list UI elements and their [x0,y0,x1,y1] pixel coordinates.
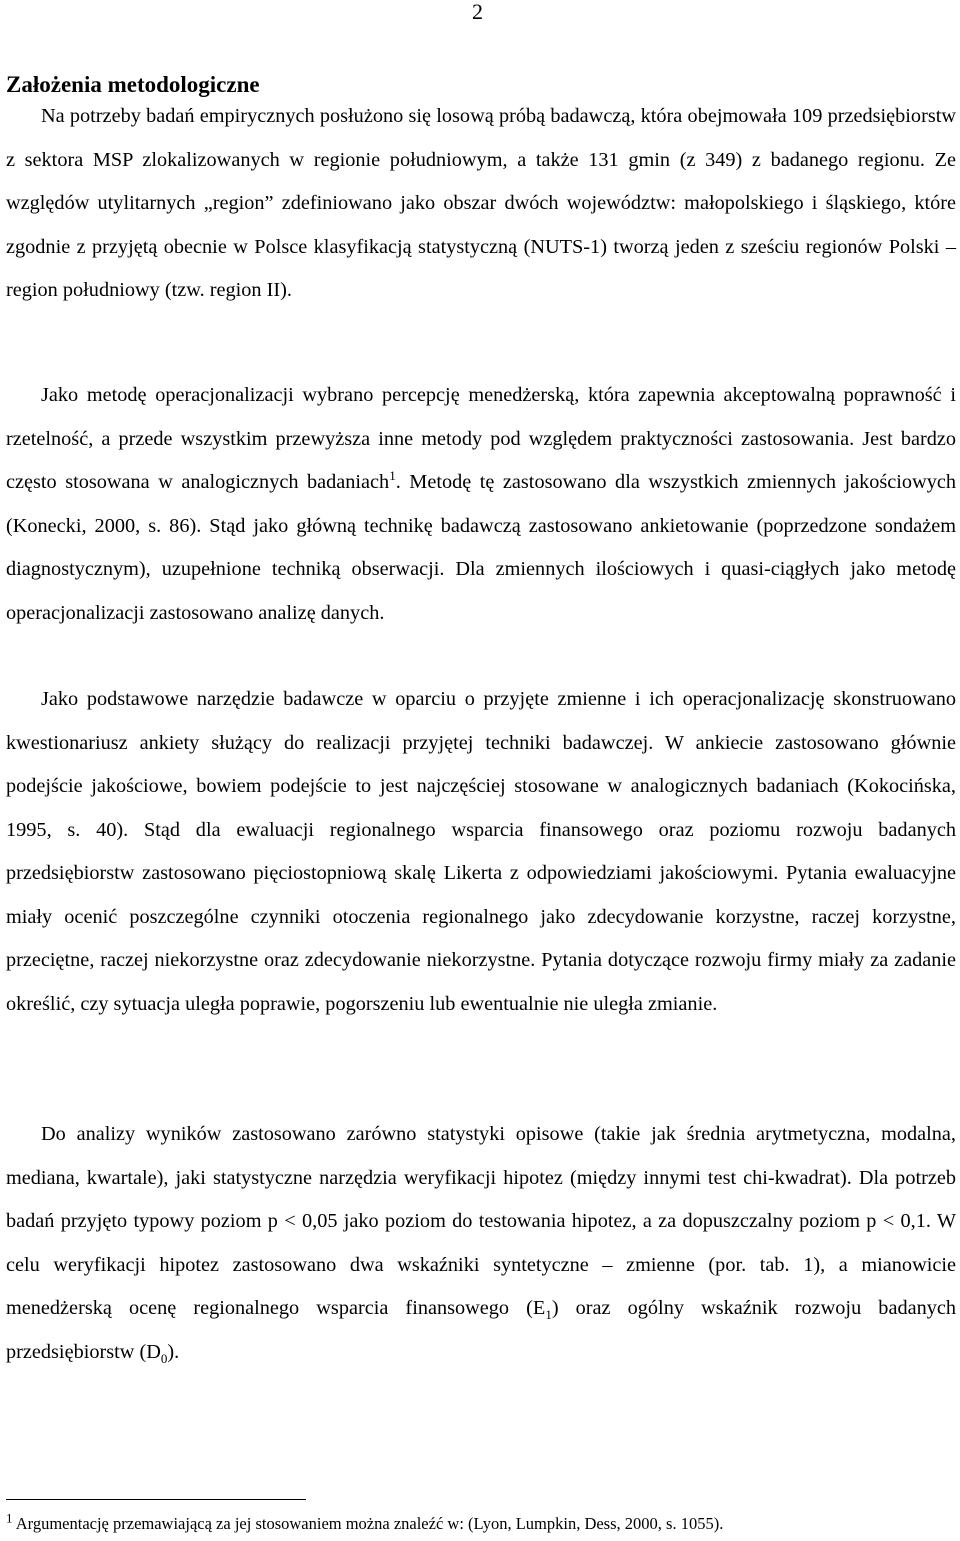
subscript: 1 [545,1307,552,1323]
section-heading: Założenia metodologiczne [6,72,260,97]
paragraph-text: Do analizy wyników zastosowano zarówno statystyki opisowe (takie jak średnia arytmetyczna, modalna, mediana, kwartale), jaki statystyczne narzędzia weryfikacji hipotez (między innymi test chi-kwadrat). Dla potrzeb badań przyjęto typowy poziom p < 0,05 jako poziom do testowania hipotez, a za dopuszczalny poziom p < 0,1. W celu weryfikacji hipotez zastosowano dwa wskaźniki syntetyczne – zmienne (por. tab. 1), a mianowicie menedżerską ocenę regionalnego wsparcia finansowego (E [6,1123,956,1319]
paragraph-text: Na potrzeby badań empirycznych posłużono się losową próbą badawczą, która obejmowała 109 przedsiębiorstw z sektora MSP zlokalizowanych w regionie południowym, a także 131 gmin (z 349) z badanego regionu. Ze względów utylitarnych „region” zdefiniowano jako obszar dwóch województw: małopolskiego i śląskiego, które zgodnie z przyjętą obecnie w Polsce klasyfikacją statystyczną (NUTS-1) tworzą jeden z sześciu regionów Polski – region południowy (tzw. region II). [6,105,956,301]
paragraph-text: ). [167,1340,180,1363]
paragraph-sample [6,95,956,313]
footnote-marker: 1 [6,1510,13,1526]
paragraph-method [6,374,956,635]
page-number: 2 [472,0,483,24]
paragraph-analysis [6,1113,956,1374]
footnote-reference: 1 [389,468,396,484]
subscript: 0 [160,1350,168,1366]
paragraph-text: . Metodę tę zastosowano dla wszystkich zmiennych jakościowych (Konecki, 2000, s. 86). Stąd jako główną technikę badawczą zastosowano ankietowanie (poprzedzone sondażem diagnostycznym), uzupełnione techniką obserwacji. Dla zmiennych ilościowych i quasi-ciągłych jako metodę operacjonalizacji zastosowano analizę danych. [6,471,957,624]
paragraph-text: Jako podstawowe narzędzie badawcze w oparciu o przyjęte zmienne i ich operacjonalizację skonstruowano kwestionariusz ankiety służący do realizacji przyjętej techniki badawczej. W ankiecie zastosowano głównie podejście jakościowe, bowiem podejście to jest najczęściej stosowane w analogicznych badaniach (Kokocińska, 1995, s. 40). Stąd dla ewaluacji regionalnego wsparcia finansowego oraz poziomu rozwoju badanych przedsiębiorstw zastosowano pięciostopniową skalę Likerta z odpowiedziami jakościowymi. Pytania ewaluacyjne miały ocenić poszczególne czynniki otoczenia regionalnego jako zdecydowanie korzystne, raczej korzystne, przeciętne, raczej niekorzystne oraz zdecydowanie niekorzystne. Pytania dotyczące rozwoju firmy miały za zadanie określić, czy sytuacja uległa poprawie, pogorszeniu lub ewentualnie nie uległa zmianie. [6,688,956,1015]
paragraph-instrument [6,678,956,1026]
paragraph-text: Jako metodę operacjonalizacji wybrano percepcję menedżerską, która zapewnia akceptowalną poprawność i rzetelność, a przede wszystkim przewyższa inne metody pod względem praktyczności zastosowania. Jest bardzo często stosowana w analogicznych badaniach [6,384,956,493]
footnote [6,1510,724,1535]
paragraph-text: ) oraz ogólny wskaźnik rozwoju badanych przedsiębiorstw (D [6,1297,957,1363]
footnote-text: Argumentację przemawiającą za jej stosowaniem można znaleźć w: (Lyon, Lumpkin, Dess, 2000, s. 1055). [12,1514,724,1533]
footnote-divider [6,1499,306,1500]
